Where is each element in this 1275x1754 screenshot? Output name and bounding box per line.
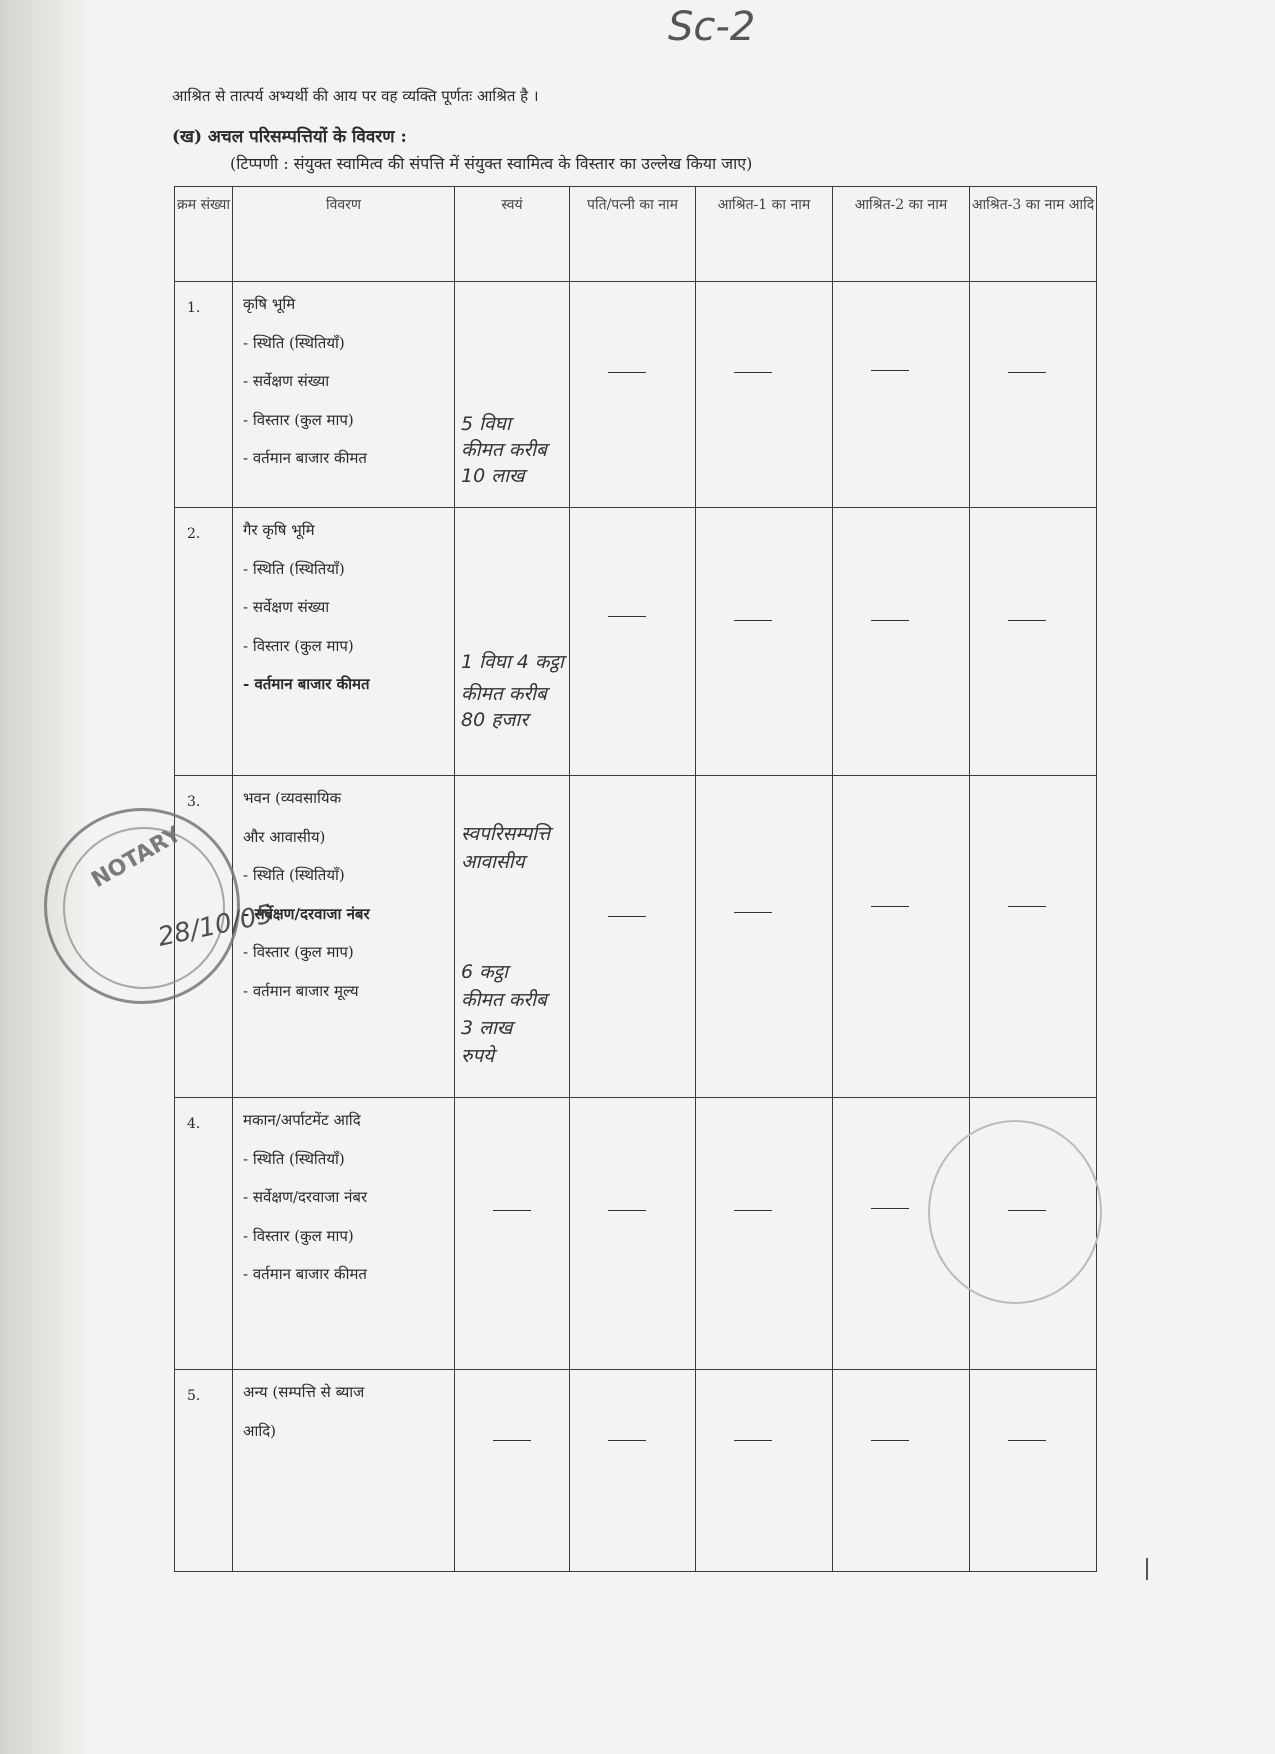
detail-line: - स्थिति (स्थितियाँ) bbox=[243, 866, 345, 884]
detail-line: आदि) bbox=[243, 1421, 277, 1440]
detail-line: - वर्तमान बाजार कीमत bbox=[243, 675, 370, 693]
handwritten-line: स्वपरिसम्पत्ति bbox=[461, 823, 551, 845]
blank-dash bbox=[833, 1370, 970, 1572]
top-scribble: Sc-2 bbox=[668, 4, 756, 50]
detail-line: गैर कृषि भूमि bbox=[243, 521, 315, 539]
blank-dash bbox=[696, 508, 833, 776]
detail-line: - सर्वेक्षण संख्या bbox=[243, 372, 330, 390]
detail-line: अन्य (सम्पत्ति से ब्याज bbox=[243, 1383, 365, 1401]
blank-dash bbox=[455, 1098, 570, 1370]
row-details bbox=[233, 776, 455, 1098]
detail-line: मकान/अर्पाटमेंट आदि bbox=[243, 1111, 361, 1129]
detail-line: कृषि भूमि bbox=[243, 295, 296, 313]
header-self: स्वयं bbox=[455, 187, 570, 282]
row-serial: 2. bbox=[175, 508, 233, 776]
detail-line: - वर्तमान बाजार मूल्य bbox=[243, 981, 359, 1000]
detail-line: - विस्तार (कुल माप) bbox=[243, 636, 354, 655]
blank-dash bbox=[833, 508, 970, 776]
detail-line: - सर्वेक्षण/दरवाजा नंबर bbox=[243, 1188, 368, 1206]
handwritten-line: कीमत करीब bbox=[461, 439, 547, 461]
handwritten-line: रुपये bbox=[461, 1045, 495, 1067]
header-details: विवरण bbox=[233, 187, 455, 282]
handwritten-line: 10 लाख bbox=[461, 465, 525, 487]
detail-line: भवन (व्यवसायिक bbox=[243, 789, 342, 807]
detail-line: - विस्तार (कुल माप) bbox=[243, 1226, 354, 1245]
row-details bbox=[233, 282, 455, 508]
header-dependent-2: आश्रित-2 का नाम bbox=[833, 187, 970, 282]
section-title: (ख) अचल परिसम्पत्तियों के विवरण : bbox=[172, 127, 407, 147]
handwritten-line: आवासीय bbox=[461, 851, 525, 873]
section-note: (टिप्पणी : संयुक्त स्वामित्व की संपत्ति में संयुक्त स्वामित्व के विस्तार का उल्लेख किया जाए) bbox=[230, 154, 753, 173]
header-serial: क्रम संख्या bbox=[175, 187, 233, 282]
blank-dash bbox=[455, 1370, 570, 1572]
handwritten-line: कीमत करीब bbox=[461, 989, 547, 1011]
self-value bbox=[455, 508, 570, 776]
faint-stamp-impression bbox=[928, 1120, 1102, 1304]
detail-line: - वर्तमान बाजार कीमत bbox=[243, 449, 367, 467]
row-serial: 5. bbox=[175, 1370, 233, 1572]
assets-table bbox=[174, 186, 1097, 1572]
blank-dash bbox=[570, 282, 696, 508]
row-details bbox=[233, 508, 455, 776]
handwritten-line: 1 विघा 4 कट्ठा bbox=[461, 651, 564, 673]
blank-dash bbox=[833, 282, 970, 508]
row-serial: 3. bbox=[175, 776, 233, 1098]
detail-line: - विस्तार (कुल माप) bbox=[243, 943, 354, 961]
header-spouse: पति/पत्नी का नाम bbox=[570, 187, 696, 282]
intro-text: आश्रित से तात्पर्य अभ्यर्थी की आय पर वह व्यक्ति पूर्णतः आश्रित है । bbox=[172, 87, 539, 105]
notary-stamp bbox=[44, 808, 276, 1004]
table-row bbox=[175, 282, 1097, 508]
handwritten-line: कीमत करीब bbox=[461, 683, 547, 705]
blank-dash bbox=[570, 1098, 696, 1370]
table-row bbox=[175, 508, 1097, 776]
blank-dash bbox=[970, 1370, 1097, 1572]
blank-dash bbox=[696, 776, 833, 1098]
detail-line: और आवासीय) bbox=[243, 827, 326, 846]
header-dependent-3: आश्रित-3 का नाम आदि bbox=[970, 187, 1097, 282]
blank-dash bbox=[970, 508, 1097, 776]
detail-line: - वर्तमान बाजार कीमत bbox=[243, 1265, 367, 1283]
row-details bbox=[233, 1098, 455, 1370]
handwritten-line: 5 विघा bbox=[461, 413, 511, 435]
stamp-text: NOTARY bbox=[87, 821, 186, 894]
row-details bbox=[233, 1370, 455, 1572]
blank-dash bbox=[570, 1370, 696, 1572]
table-row bbox=[175, 776, 1097, 1098]
handwritten-line: 3 लाख bbox=[461, 1017, 513, 1039]
detail-line: - सर्वेक्षण संख्या bbox=[243, 598, 330, 616]
detail-line: - स्थिति (स्थितियाँ) bbox=[243, 559, 345, 578]
detail-line: - विस्तार (कुल माप) bbox=[243, 410, 354, 429]
stamp-date: 28/10/05 bbox=[155, 899, 276, 953]
handwritten-line: 6 कट्ठा bbox=[461, 961, 508, 983]
self-value bbox=[455, 282, 570, 508]
handwritten-line: 80 हजार bbox=[461, 709, 529, 731]
blank-dash bbox=[696, 282, 833, 508]
detail-line: - सर्वेक्षण/दरवाजा नंबर bbox=[243, 904, 370, 923]
blank-dash bbox=[696, 1370, 833, 1572]
table-row bbox=[175, 1370, 1097, 1572]
blank-dash bbox=[570, 776, 696, 1098]
blank-dash bbox=[970, 282, 1097, 508]
row-serial: 4. bbox=[175, 1098, 233, 1370]
margin-mark bbox=[1146, 1558, 1148, 1580]
table-header-row bbox=[175, 187, 1097, 282]
detail-line: - स्थिति (स्थितियाँ) bbox=[243, 1149, 345, 1168]
detail-line: - स्थिति (स्थितियाँ) bbox=[243, 333, 345, 352]
blank-dash bbox=[570, 508, 696, 776]
blank-dash bbox=[696, 1098, 833, 1370]
blank-dash bbox=[970, 776, 1097, 1098]
row-serial: 1. bbox=[175, 282, 233, 508]
self-value bbox=[455, 776, 570, 1098]
header-dependent-1: आश्रित-1 का नाम bbox=[696, 187, 833, 282]
blank-dash bbox=[833, 776, 970, 1098]
